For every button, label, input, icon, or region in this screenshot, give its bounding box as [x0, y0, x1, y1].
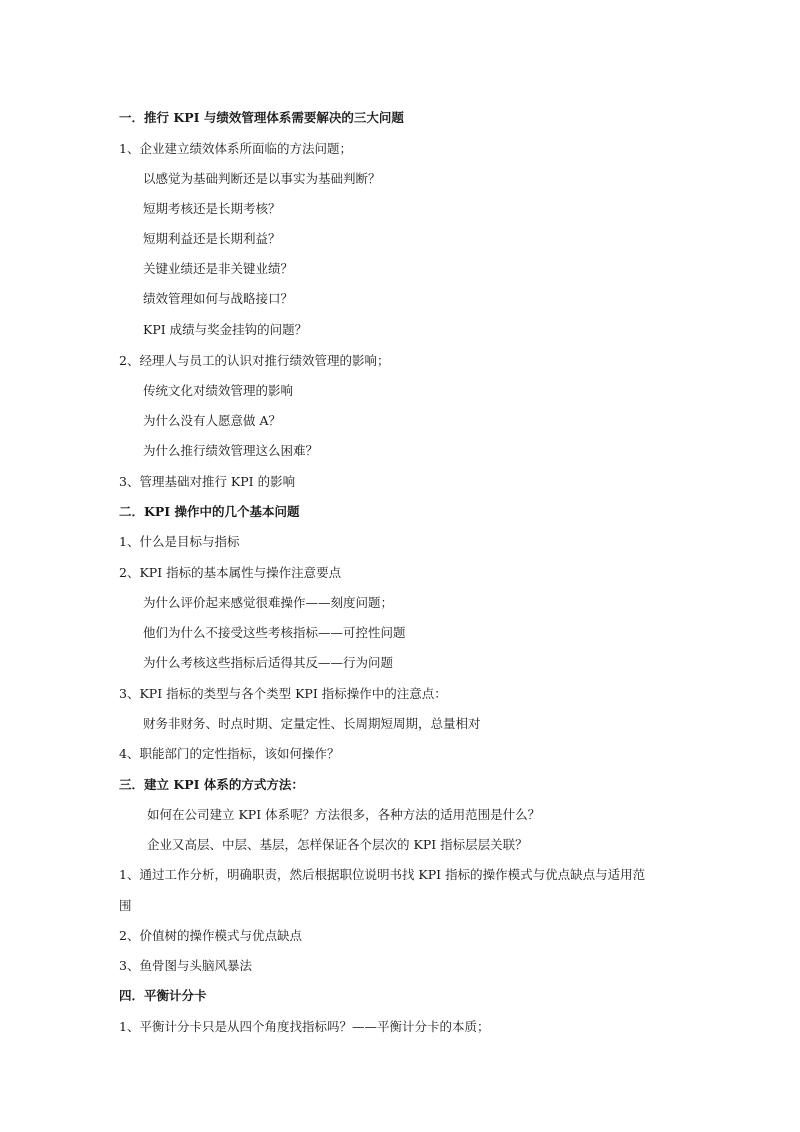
sub-item: 以感觉为基础判断还是以事实为基础判断？ [143, 171, 381, 186]
numbered-item: 1、企业建立绩效体系所面临的方法问题； [119, 141, 352, 156]
numbered-item: 1、通过工作分析，明确职责，然后根据职位说明书找 KPI 指标的操作模式与优点缺点与适用范 [119, 867, 646, 882]
numbered-item: 3、管理基础对推行 KPI 的影响 [119, 474, 296, 489]
numbered-item: 2、KPI 指标的基本属性与操作注意要点 [119, 565, 342, 580]
section-heading: 三．建立 KPI 体系的方式方法： [119, 777, 304, 792]
sub-item: 他们为什么不接受这些考核指标——可控性问题 [143, 625, 406, 640]
sub-item: 短期利益还是长期利益？ [143, 231, 281, 246]
sub-item: 为什么考核这些指标后适得其反——行为问题 [143, 655, 394, 670]
numbered-item: 围 [119, 898, 132, 913]
sub-item: 传统文化对绩效管理的影响 [143, 383, 294, 398]
sub-item: 为什么推行绩效管理这么困难？ [143, 443, 319, 458]
section-heading: 二．KPI 操作中的几个基本问题 [119, 504, 300, 519]
numbered-item: 3、KPI 指标的类型与各个类型 KPI 指标操作中的注意点： [119, 686, 447, 701]
sub-item: 为什么评价起来感觉很难操作——刻度问题； [143, 595, 394, 610]
numbered-item: 2、价值树的操作模式与优点缺点 [119, 928, 302, 943]
numbered-item: 1、什么是目标与指标 [119, 534, 240, 549]
numbered-item: 1、平衡计分卡只是从四个角度找指标吗？——平衡计分卡的本质； [119, 1019, 490, 1034]
sub-item: 企业又高层、中层、基层，怎样保证各个层次的 KPI 指标层层关联？ [147, 837, 528, 852]
sub-item: 为什么没有人愿意做 A？ [143, 413, 282, 428]
numbered-item: 4、职能部门的定性指标，该如何操作？ [119, 746, 340, 761]
sub-item: 绩效管理如何与战略接口？ [143, 291, 294, 306]
sub-item: 如何在公司建立 KPI 体系呢？方法很多，各种方法的适用范围是什么？ [147, 807, 541, 822]
sub-item: 关键业绩还是非关键业绩？ [143, 261, 294, 276]
numbered-item: 3、鱼骨图与头脑风暴法 [119, 958, 252, 973]
sub-item: 财务非财务、时点时期、定量定性、长周期短周期，总量相对 [143, 716, 481, 731]
sub-item: KPI 成绩与奖金挂钩的问题？ [143, 322, 308, 337]
section-heading: 四．平衡计分卡 [119, 988, 207, 1003]
numbered-item: 2、经理人与员工的认识对推行绩效管理的影响； [119, 353, 390, 368]
section-heading: 一．推行 KPI 与绩效管理体系需要解决的三大问题 [119, 110, 404, 125]
sub-item: 短期考核还是长期考核？ [143, 201, 281, 216]
